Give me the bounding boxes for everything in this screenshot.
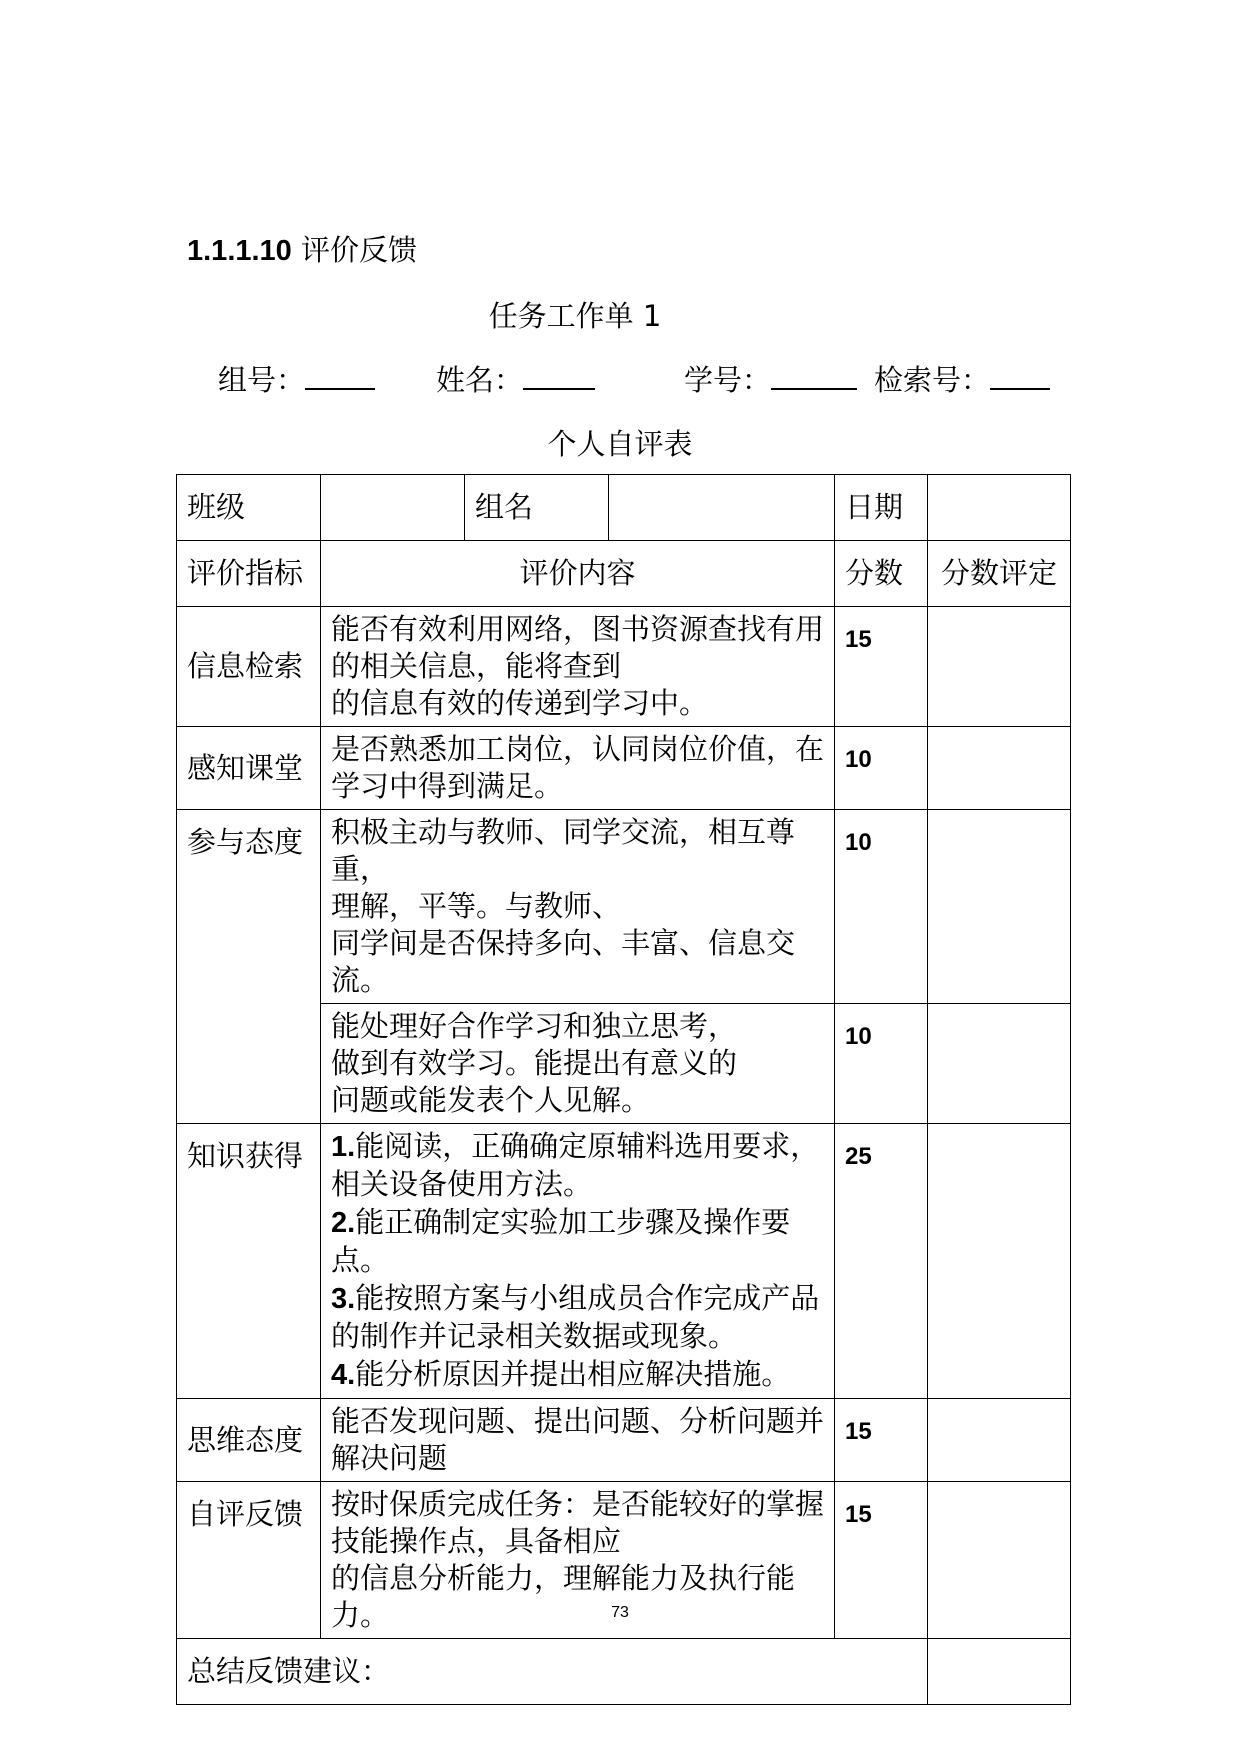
indicator-cell: 思维态度: [177, 1399, 321, 1482]
item-number: 3.: [331, 1283, 356, 1315]
content-cell: [321, 727, 835, 810]
content-line: 的信息分析能力，理解能力及执行能: [331, 1561, 796, 1595]
summary-input-cell[interactable]: [928, 1639, 1071, 1705]
content-line: 做到有效学习。能提出有意义的: [331, 1046, 738, 1080]
item-text: 能正确制定实验加工步骤及操作要: [355, 1205, 791, 1239]
rating-input-cell[interactable]: [928, 607, 1071, 727]
content-line: 是否熟悉加工岗位，认同岗位价值，在: [331, 732, 825, 766]
item-text: 能阅读，正确确定原辅料选用要求，: [355, 1129, 820, 1163]
indicator-cell: [177, 810, 321, 1124]
section-heading: [187, 228, 417, 269]
class-label: 班级: [177, 475, 321, 541]
rating-input-cell[interactable]: [928, 727, 1071, 810]
form-title: 个人自评表: [547, 427, 693, 461]
item-number: 1.: [331, 1131, 356, 1163]
table-row: [177, 607, 1071, 727]
content-line: 理解，平等。与教师、: [331, 889, 622, 923]
content-line: [331, 1356, 824, 1394]
content-line: 积极主动与教师、同学交流，相互尊重，: [331, 815, 796, 886]
content-line: 能否发现问题、提出问题、分析问题并: [331, 1404, 825, 1438]
rating-input-cell[interactable]: [928, 1004, 1071, 1124]
item-number: 2.: [331, 1207, 356, 1239]
content-line: [331, 1318, 824, 1356]
score-cell: 15: [835, 1482, 928, 1639]
group-no-blank[interactable]: [305, 362, 375, 390]
summary-label[interactable]: 总结反馈建议：: [177, 1639, 928, 1705]
content-cell: [321, 1399, 835, 1482]
rating-input-cell[interactable]: [928, 1124, 1071, 1399]
name-field[interactable]: [436, 358, 595, 399]
indicator-cell: 知识获得: [177, 1124, 321, 1399]
date-input-cell[interactable]: [928, 475, 1071, 541]
item-text: 点。: [331, 1243, 390, 1277]
info-row: [177, 475, 1071, 541]
score-cell: 10: [835, 727, 928, 810]
content-line: 力。: [331, 1598, 390, 1632]
content-cell: [321, 810, 835, 1004]
content-line: 解决问题: [331, 1441, 448, 1475]
content-line: 能否有效利用网络，图书资源查找有用: [331, 612, 825, 646]
date-label: 日期: [835, 475, 928, 541]
item-text: 相关设备使用方法。: [331, 1167, 593, 1201]
content-line: 的相关信息，能将查到: [331, 649, 622, 683]
doc-title: 任务工作单 1: [488, 299, 662, 333]
search-no-field[interactable]: [874, 358, 1050, 399]
page-number: 73: [611, 1604, 629, 1621]
content-line: 问题或能发表个人见解。: [331, 1083, 651, 1117]
content-line: 技能操作点，具备相应: [331, 1524, 622, 1558]
table-row: [177, 1124, 1071, 1399]
group-name-label: 组名: [465, 475, 609, 541]
search-no-label: 检索号：: [874, 363, 991, 397]
student-no-blank[interactable]: [771, 362, 857, 390]
score-header: 分数: [835, 541, 928, 607]
content-line: [331, 1242, 824, 1280]
group-no-label: 组号：: [218, 363, 306, 397]
content-line: 按时保质完成任务：是否能较好的掌握: [331, 1487, 825, 1521]
summary-row: [177, 1639, 1071, 1705]
rating-input-cell[interactable]: [928, 1399, 1071, 1482]
name-blank[interactable]: [523, 362, 595, 390]
content-line: [331, 1204, 824, 1242]
content-header: 评价内容: [321, 541, 835, 607]
student-no-label: 学号：: [684, 363, 772, 397]
name-label: 姓名：: [436, 363, 524, 397]
content-line: 能处理好合作学习和独立思考，: [331, 1009, 738, 1043]
content-line: 的信息有效的传递到学习中。: [331, 686, 709, 720]
score-cell: 25: [835, 1124, 928, 1399]
group-name-input-cell[interactable]: [609, 475, 835, 541]
section-title: 评价反馈: [301, 233, 418, 267]
content-line: [331, 1128, 824, 1166]
group-no-field[interactable]: [218, 358, 375, 399]
table-row: [177, 810, 1071, 1004]
content-line: [331, 1166, 824, 1204]
table-row: [177, 1399, 1071, 1482]
rating-input-cell[interactable]: [928, 810, 1071, 1004]
search-no-blank[interactable]: [990, 362, 1050, 390]
score-cell: 10: [835, 810, 928, 1004]
indicator-header: 评价指标: [177, 541, 321, 607]
content-cell: [321, 1124, 835, 1399]
score-cell: 15: [835, 607, 928, 727]
indicator-cell: 信息检索: [177, 607, 321, 727]
rating-header: 分数评定: [928, 541, 1071, 607]
content-line: 学习中得到满足。: [331, 769, 564, 803]
item-text: 的制作并记录相关数据或现象。: [331, 1319, 738, 1353]
content-line: [331, 1280, 824, 1318]
item-number: 4.: [331, 1359, 356, 1391]
section-number: 1.1.1.10: [187, 235, 292, 267]
student-no-field[interactable]: [684, 358, 857, 399]
indicator-label: 参与态度: [187, 825, 304, 859]
score-cell: 10: [835, 1004, 928, 1124]
table-row: [177, 727, 1071, 810]
item-text: 能按照方案与小组成员合作完成产品: [355, 1281, 820, 1315]
class-input-cell[interactable]: [321, 475, 465, 541]
item-text: 能分析原因并提出相应解决措施。: [355, 1357, 791, 1391]
indicator-cell: 感知课堂: [177, 727, 321, 810]
header-row: [177, 541, 1071, 607]
indicator-cell: 自评反馈: [177, 1482, 321, 1639]
content-line: 同学间是否保持多向、丰富、信息交流。: [331, 926, 796, 997]
content-cell: [321, 1004, 835, 1124]
self-evaluation-table: [176, 474, 1071, 1705]
score-cell: 15: [835, 1399, 928, 1482]
content-cell: [321, 607, 835, 727]
